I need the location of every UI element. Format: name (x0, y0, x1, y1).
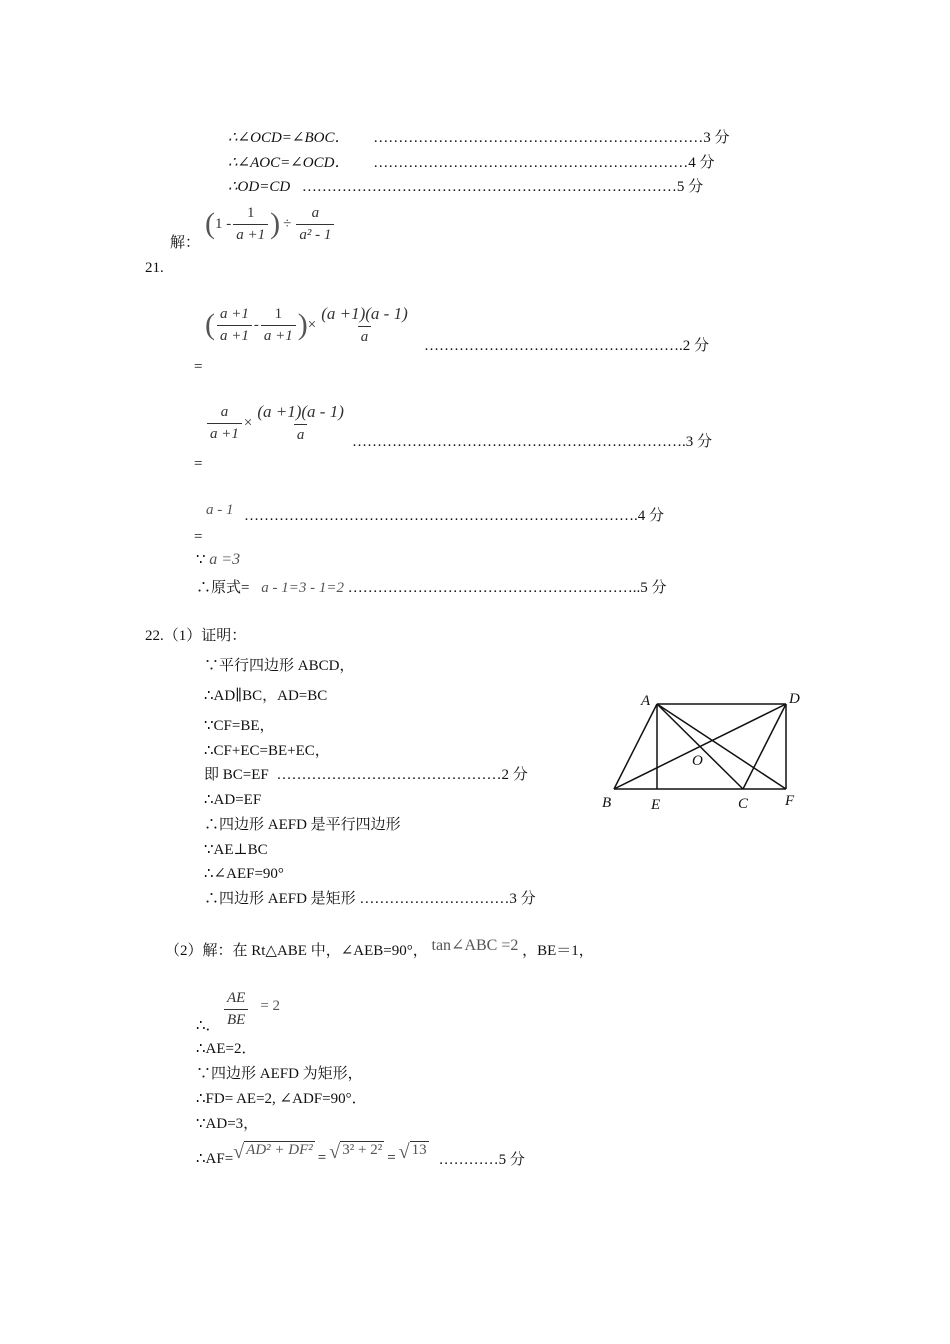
q21-e3-value: a - 1 (206, 502, 234, 518)
q21-given-value: a =3 (209, 551, 241, 568)
label-C: C (738, 796, 749, 812)
frac-den: a +1 (233, 224, 268, 244)
label-O: O (692, 753, 703, 769)
q21-e1-score: …………………………………………….2 分 (424, 338, 710, 354)
q21-result-line (196, 579, 666, 597)
q21-e0-one: 1 - (215, 215, 232, 232)
frac-num: a (311, 204, 320, 221)
times-sign: × (307, 316, 317, 333)
q21-e2-frac1 (207, 404, 242, 443)
q22-p1-line: ∴四边形 AEFD 是平行四边形 (204, 817, 401, 833)
q22-p2-fraction (222, 987, 280, 1031)
q21-result-label: ∴原式= (196, 580, 250, 596)
q21-equals-2: = (194, 456, 203, 472)
q20-line-3-text: ∴OD=CD (228, 179, 291, 195)
q22-p2-line: ∵四边形 AEFD 为矩形， (196, 1066, 363, 1082)
figure-lines (614, 704, 786, 789)
frac-num: (a +1)(a - 1) (257, 402, 344, 421)
frac-num: a +1 (220, 305, 249, 322)
ae-over-be (224, 990, 248, 1029)
equals-sign: = (317, 1149, 327, 1166)
frac-num: 1 (274, 305, 283, 322)
q21-expression-1 (205, 300, 413, 350)
radical-sign: √ (329, 1140, 341, 1163)
q22-p1-line: ∴CF+EC=BE+EC， (204, 743, 330, 759)
sqrt-13 (399, 1141, 429, 1164)
q21-equals-1: = (194, 359, 203, 375)
because-sign: ∵ (196, 552, 206, 568)
therefore-sign: ∴． (196, 1018, 221, 1034)
q21-e2-frac2 (254, 402, 347, 444)
label-F: F (785, 793, 795, 809)
rectangle-figure (598, 685, 808, 815)
q22-p1-last-score: …………………………3 分 (359, 891, 536, 907)
radicand: 13 (411, 1141, 427, 1158)
frac-num: (a +1)(a - 1) (321, 304, 408, 323)
left-paren: ( (205, 207, 215, 240)
q21-e2-score: ………………………………………………………….3 分 (352, 434, 713, 450)
q20-line-2 (228, 154, 715, 172)
frac-den: a (358, 326, 372, 346)
label-B: B (602, 795, 612, 811)
q22-p2-line: ∴AE=2． (196, 1041, 257, 1057)
q21-e0-frac2 (296, 205, 334, 244)
label-A: A (641, 693, 651, 709)
q22-title: 22.（1）证明： (145, 628, 247, 644)
frac-den: a +1 (207, 423, 242, 443)
sqrt-ad-df (233, 1141, 315, 1164)
frac-num: a (220, 403, 229, 420)
label-E: E (651, 797, 661, 813)
left-paren: ( (205, 308, 215, 341)
frac-den: a (294, 424, 308, 444)
radical-sign: √ (233, 1140, 245, 1163)
q20-line-1-score: …………………………………………………………3 分 (373, 130, 730, 146)
q22-p1-line-5-score: ………………………………………2 分 (276, 767, 528, 783)
radicand: AD² + DF² (246, 1141, 313, 1158)
line-DC (743, 704, 786, 789)
q21-solution-label: 解： (170, 235, 201, 251)
q20-line-1-text: ∴∠OCD=∠BOC． (228, 130, 350, 146)
frac-num: AE (227, 989, 246, 1006)
q21-e3-score: …………………………………………………………………….4 分 (244, 508, 665, 524)
radicand: 3² + 2² (342, 1141, 383, 1158)
times-sign: × (243, 414, 253, 431)
q22-p2-line: ∴FD= AE=2, ∠ADF=90°． (196, 1091, 367, 1107)
frac-den: a +1 (261, 325, 296, 345)
q22-p1-line: ∵AE⊥BC (204, 842, 268, 858)
q21-result-value: a - 1=3 - 1=2 (261, 580, 344, 596)
q21-expression-2 (205, 398, 349, 448)
q22-p1-line: ∴∠AEF=90° (204, 866, 284, 882)
q22-p1-line: ∴AD=EF (204, 792, 262, 808)
q22-p1-line-5 (204, 766, 528, 784)
q21-e1-frac1 (217, 306, 252, 345)
q22-p2-be: ，BE＝1， (522, 943, 594, 959)
right-paren: ) (270, 207, 281, 240)
minus-sign: - (253, 316, 259, 333)
fraction-value: = 2 (260, 997, 281, 1014)
q21-expression-0 (205, 200, 336, 248)
q21-e0-frac1 (233, 205, 268, 244)
q20-line-3 (228, 178, 703, 196)
q22-p2-title: （2）解：在 Rt△ABE 中，∠AEB=90°， (165, 943, 428, 959)
q22-p2-tan: tan∠ABC =2 (431, 937, 519, 954)
q20-line-1 (228, 129, 730, 147)
q21-e1-frac3 (318, 304, 411, 346)
frac-num: 1 (246, 204, 255, 221)
q21-result-score: …………………………………………………..5 分 (347, 580, 667, 596)
q20-line-3-score: …………………………………………………………………5 分 (301, 179, 704, 195)
q22-p1-line: ∵平行四边形 ABCD， (204, 658, 355, 674)
sqrt-3-2 (329, 1141, 384, 1164)
frac-den: a +1 (217, 325, 252, 345)
q22-p2-line: ∵AD=3， (196, 1116, 259, 1132)
frac-den: BE (224, 1009, 248, 1029)
line-AC (657, 704, 743, 789)
divide-sign: ÷ (283, 215, 292, 232)
q22-p1-last-line (204, 890, 536, 908)
q21-equals-3: = (194, 529, 203, 545)
q22-p2-title-line (165, 937, 594, 960)
q22-p1-line: ∵CF=BE， (204, 718, 275, 734)
right-paren: ) (297, 308, 308, 341)
q22-p1-last-text: ∴四边形 AEFD 是矩形 (204, 891, 356, 907)
radical-sign: √ (398, 1140, 410, 1163)
equals-sign: = (387, 1149, 396, 1166)
q22-p1-line: ∴AD∥BC，AD=BC (204, 688, 328, 704)
q22-p1-line-5-text: 即 BC=EF (204, 767, 269, 783)
q22-p2-final-score: …………5 分 (438, 1151, 525, 1168)
q21-e1-frac2 (261, 306, 296, 345)
af-label: ∴AF= (196, 1150, 234, 1167)
line-AB (614, 704, 657, 789)
q21-given-line (196, 551, 240, 569)
q21-number: 21. (145, 260, 164, 276)
line-AF (657, 704, 786, 789)
q22-p2-final-line (196, 1136, 525, 1168)
frac-den: a² - 1 (296, 224, 334, 244)
q20-line-2-score: ………………………………………………………4 分 (373, 155, 715, 171)
q20-line-2-text: ∴∠AOC=∠OCD． (228, 155, 350, 171)
label-D: D (789, 691, 800, 707)
